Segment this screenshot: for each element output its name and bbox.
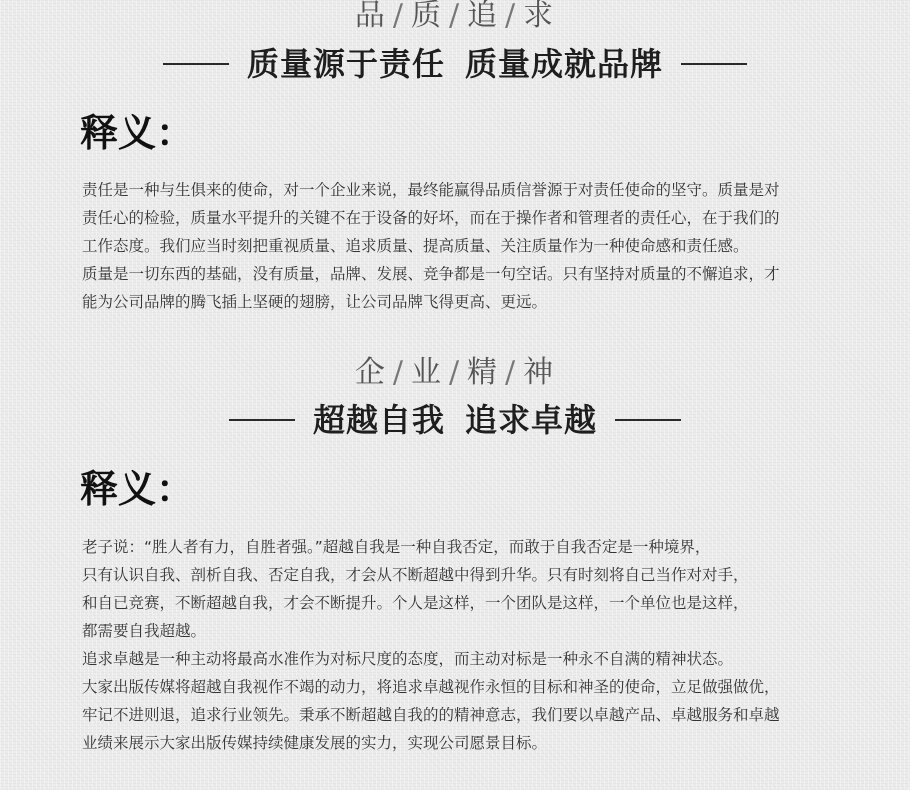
paragraph-line: 工作态度。我们应当时刻把重视质量、追求质量、提高质量、关注质量作为一种使命感和责任感。 [82, 237, 749, 255]
paragraph-line: 责任心的检验，质量水平提升的关键不在于设备的好坏，而在于操作者和管理者的责任心，在于我们的 [82, 209, 780, 227]
spirit-slogan [0, 400, 910, 440]
paragraph-line: 只有认识自我、剖析自我、否定自我，才会从不断超越中得到升华。只有时刻将自己当作对对手， [82, 566, 749, 584]
slogan-part-1: 超越自我 [312, 401, 445, 439]
title-separator: / [505, 355, 518, 390]
paragraph-line: 大家出版传媒将超越自我视作不竭的动力，将追求卓越视作永恒的目标和神圣的使命，立足做强做优， [82, 678, 780, 696]
title-char: 精 [467, 355, 500, 390]
title-char: 质 [410, 0, 443, 33]
spirit-heading: 释义： [80, 466, 195, 511]
quality-slogan [0, 44, 910, 84]
decorative-dash [681, 63, 747, 65]
paragraph-line: 和自已竞赛，不断超越自我，才会不断提升。个人是这样，一个团队是这样，一个单位也是这样， [82, 594, 749, 612]
spirit-section-title [0, 355, 910, 391]
title-char: 企 [354, 355, 387, 390]
title-separator: / [392, 0, 405, 33]
slogan-part-2: 质量成就品牌 [465, 45, 664, 83]
paragraph-line: 责任是一种与生俱来的使命，对一个企业来说，最终能赢得品质信誉源于对责任使命的坚守。质量是对 [82, 181, 780, 199]
title-char: 神 [523, 355, 556, 390]
paragraph-line: 牢记不进则退，追求行业领先。秉承不断超越自我的的精神意志，我们要以卓越产品、卓越服务和卓越 [82, 706, 780, 724]
title-char: 追 [467, 0, 500, 33]
paragraph-line: 老子说：“胜人者有力，自胜者强。”超越自我是一种自我否定，而敢于自我否定是一种境界， [82, 538, 711, 556]
quality-heading: 释义： [80, 110, 195, 155]
decorative-dash [615, 419, 681, 421]
slogan-part-1: 质量源于责任 [246, 45, 445, 83]
title-char: 品 [354, 0, 387, 33]
spirit-paragraph [82, 533, 842, 757]
title-separator: / [392, 355, 405, 390]
title-separator: / [448, 355, 462, 390]
paragraph-line: 能为公司品牌的腾飞插上坚硬的翅膀，让公司品牌飞得更高、更远。 [82, 293, 548, 311]
quality-paragraph [82, 176, 842, 316]
paragraph-line: 追求卓越是一种主动将最高水准作为对标尺度的态度，而主动对标是一种永不自满的精神状态。 [82, 650, 734, 668]
title-char: 业 [410, 355, 443, 390]
title-char: 求 [523, 0, 556, 33]
quality-section-title [0, 0, 910, 34]
title-separator: / [505, 0, 518, 33]
paragraph-line: 都需要自我超越。 [82, 622, 207, 640]
slogan-part-2: 追求卓越 [465, 401, 598, 439]
decorative-dash [229, 419, 295, 421]
paragraph-line: 业绩来展示大家出版传媒持续健康发展的实力，实现公司愿景目标。 [82, 734, 548, 752]
title-separator: / [448, 0, 462, 33]
paragraph-line: 质量是一切东西的基础，没有质量，品牌、发展、竞争都是一句空话。只有坚持对质量的不懈追求，才 [82, 265, 780, 283]
decorative-dash [163, 63, 229, 65]
